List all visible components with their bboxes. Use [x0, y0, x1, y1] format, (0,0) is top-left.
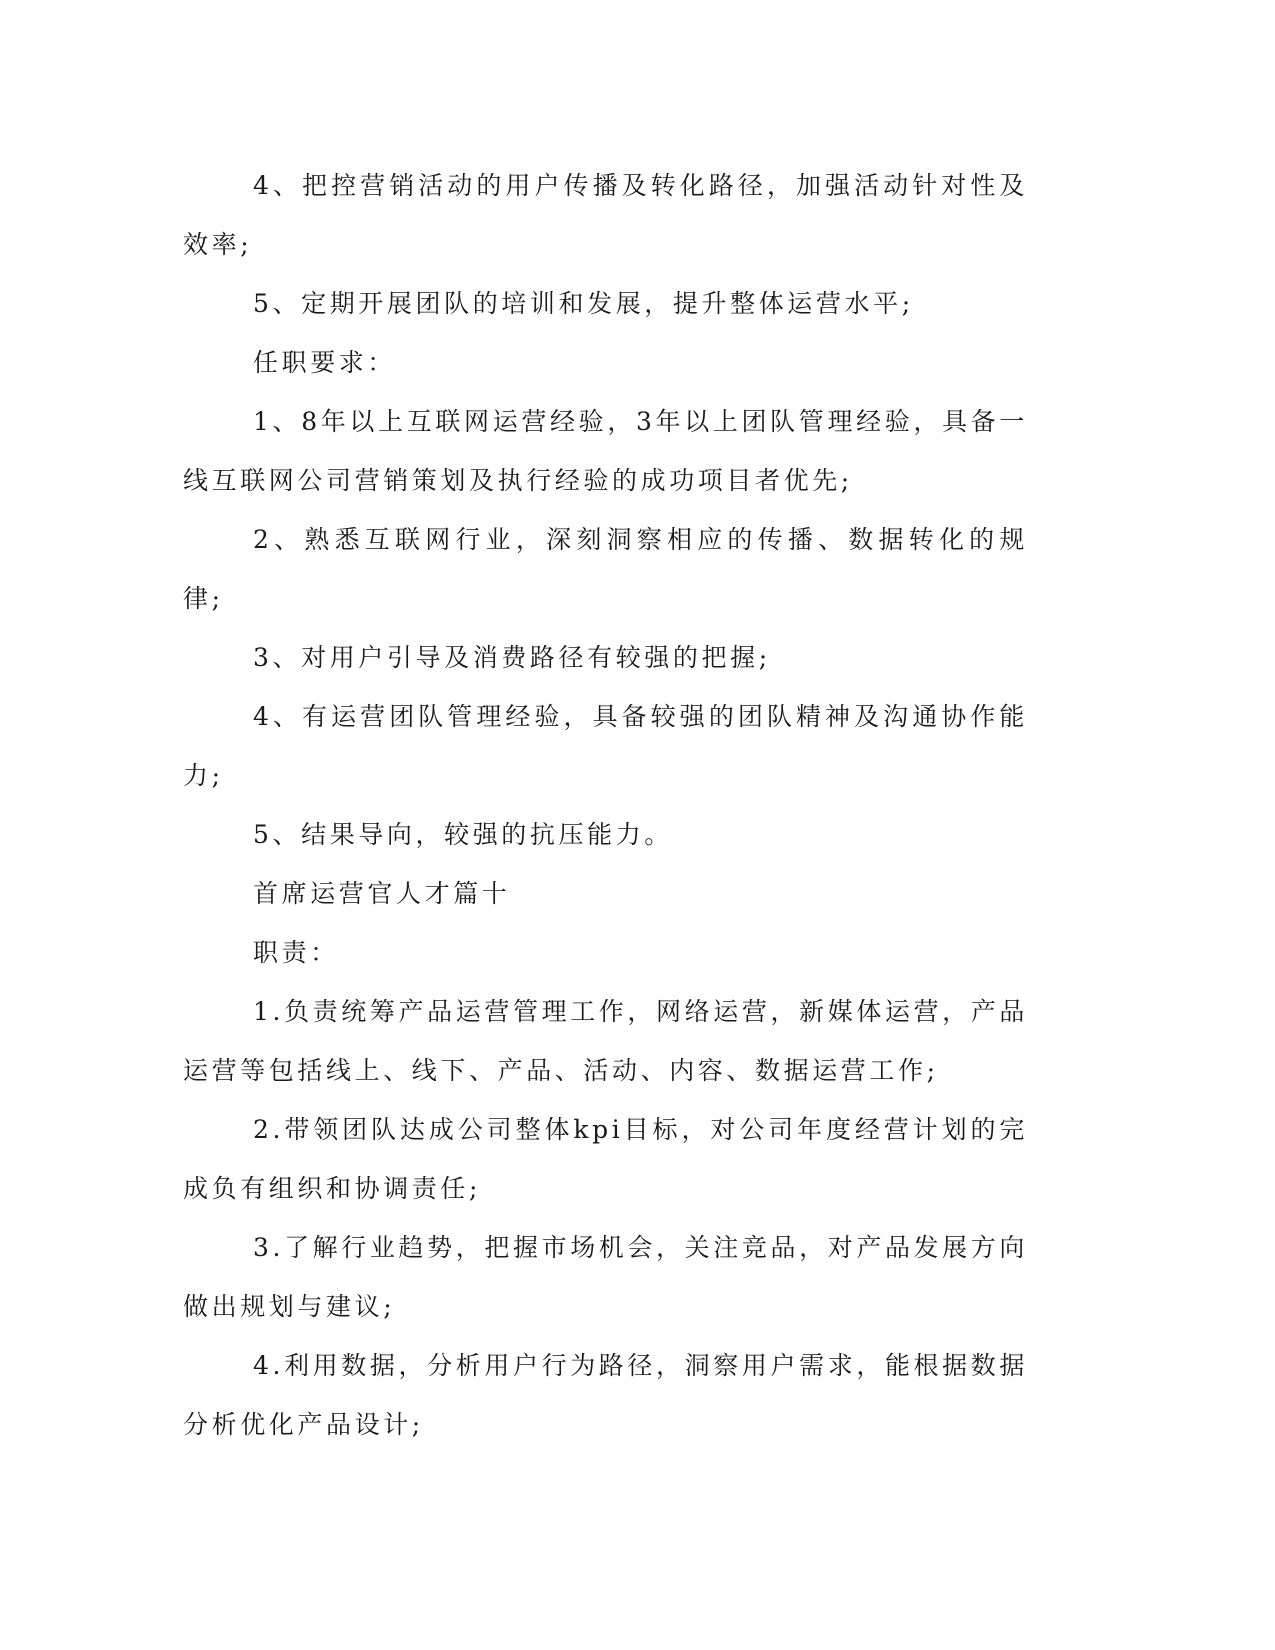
paragraph-responsibility-4: 4、把控营销活动的用户传播及转化路径，加强活动针对性及效率;	[183, 171, 1028, 259]
paragraph-duty-1: 1.负责统筹产品运营管理工作，网络运营，新媒体运营，产品运营等包括线上、线下、产品、活动、内容、数据运营工作;	[183, 997, 1028, 1085]
paragraph-duty-4: 4.利用数据，分析用户行为路径，洞察用户需求，能根据数据分析优化产品设计;	[183, 1351, 1028, 1439]
paragraph-requirement-2: 2、熟悉互联网行业，深刻洞察相应的传播、数据转化的规律;	[183, 525, 1028, 613]
paragraph-requirement-5: 5、结果导向，较强的抗压能力。	[253, 820, 673, 849]
paragraph-duty-2: 2.带领团队达成公司整体kpi目标，对公司年度经营计划的完成负有组织和协调责任;	[183, 1115, 1028, 1203]
paragraph-requirement-3: 3、对用户引导及消费路径有较强的把握;	[253, 643, 771, 672]
paragraph-requirement-1: 1、8年以上互联网运营经验，3年以上团队管理经验，具备一线互联网公司营销策划及执行经验的成功项目者优先;	[183, 407, 1028, 495]
section-heading-duties: 职责：	[253, 938, 339, 967]
section-title-chapter-ten: 首席运营官人才篇十	[253, 879, 511, 908]
paragraph-duty-3: 3.了解行业趋势，把握市场机会，关注竞品，对产品发展方向做出规划与建议;	[183, 1233, 1028, 1321]
paragraph-responsibility-5: 5、定期开展团队的培训和发展，提升整体运营水平;	[253, 289, 914, 318]
section-heading-requirements: 任职要求：	[253, 348, 397, 377]
paragraph-requirement-4: 4、有运营团队管理经验，具备较强的团队精神及沟通协作能力;	[183, 702, 1028, 790]
document-body	[183, 156, 1028, 1454]
